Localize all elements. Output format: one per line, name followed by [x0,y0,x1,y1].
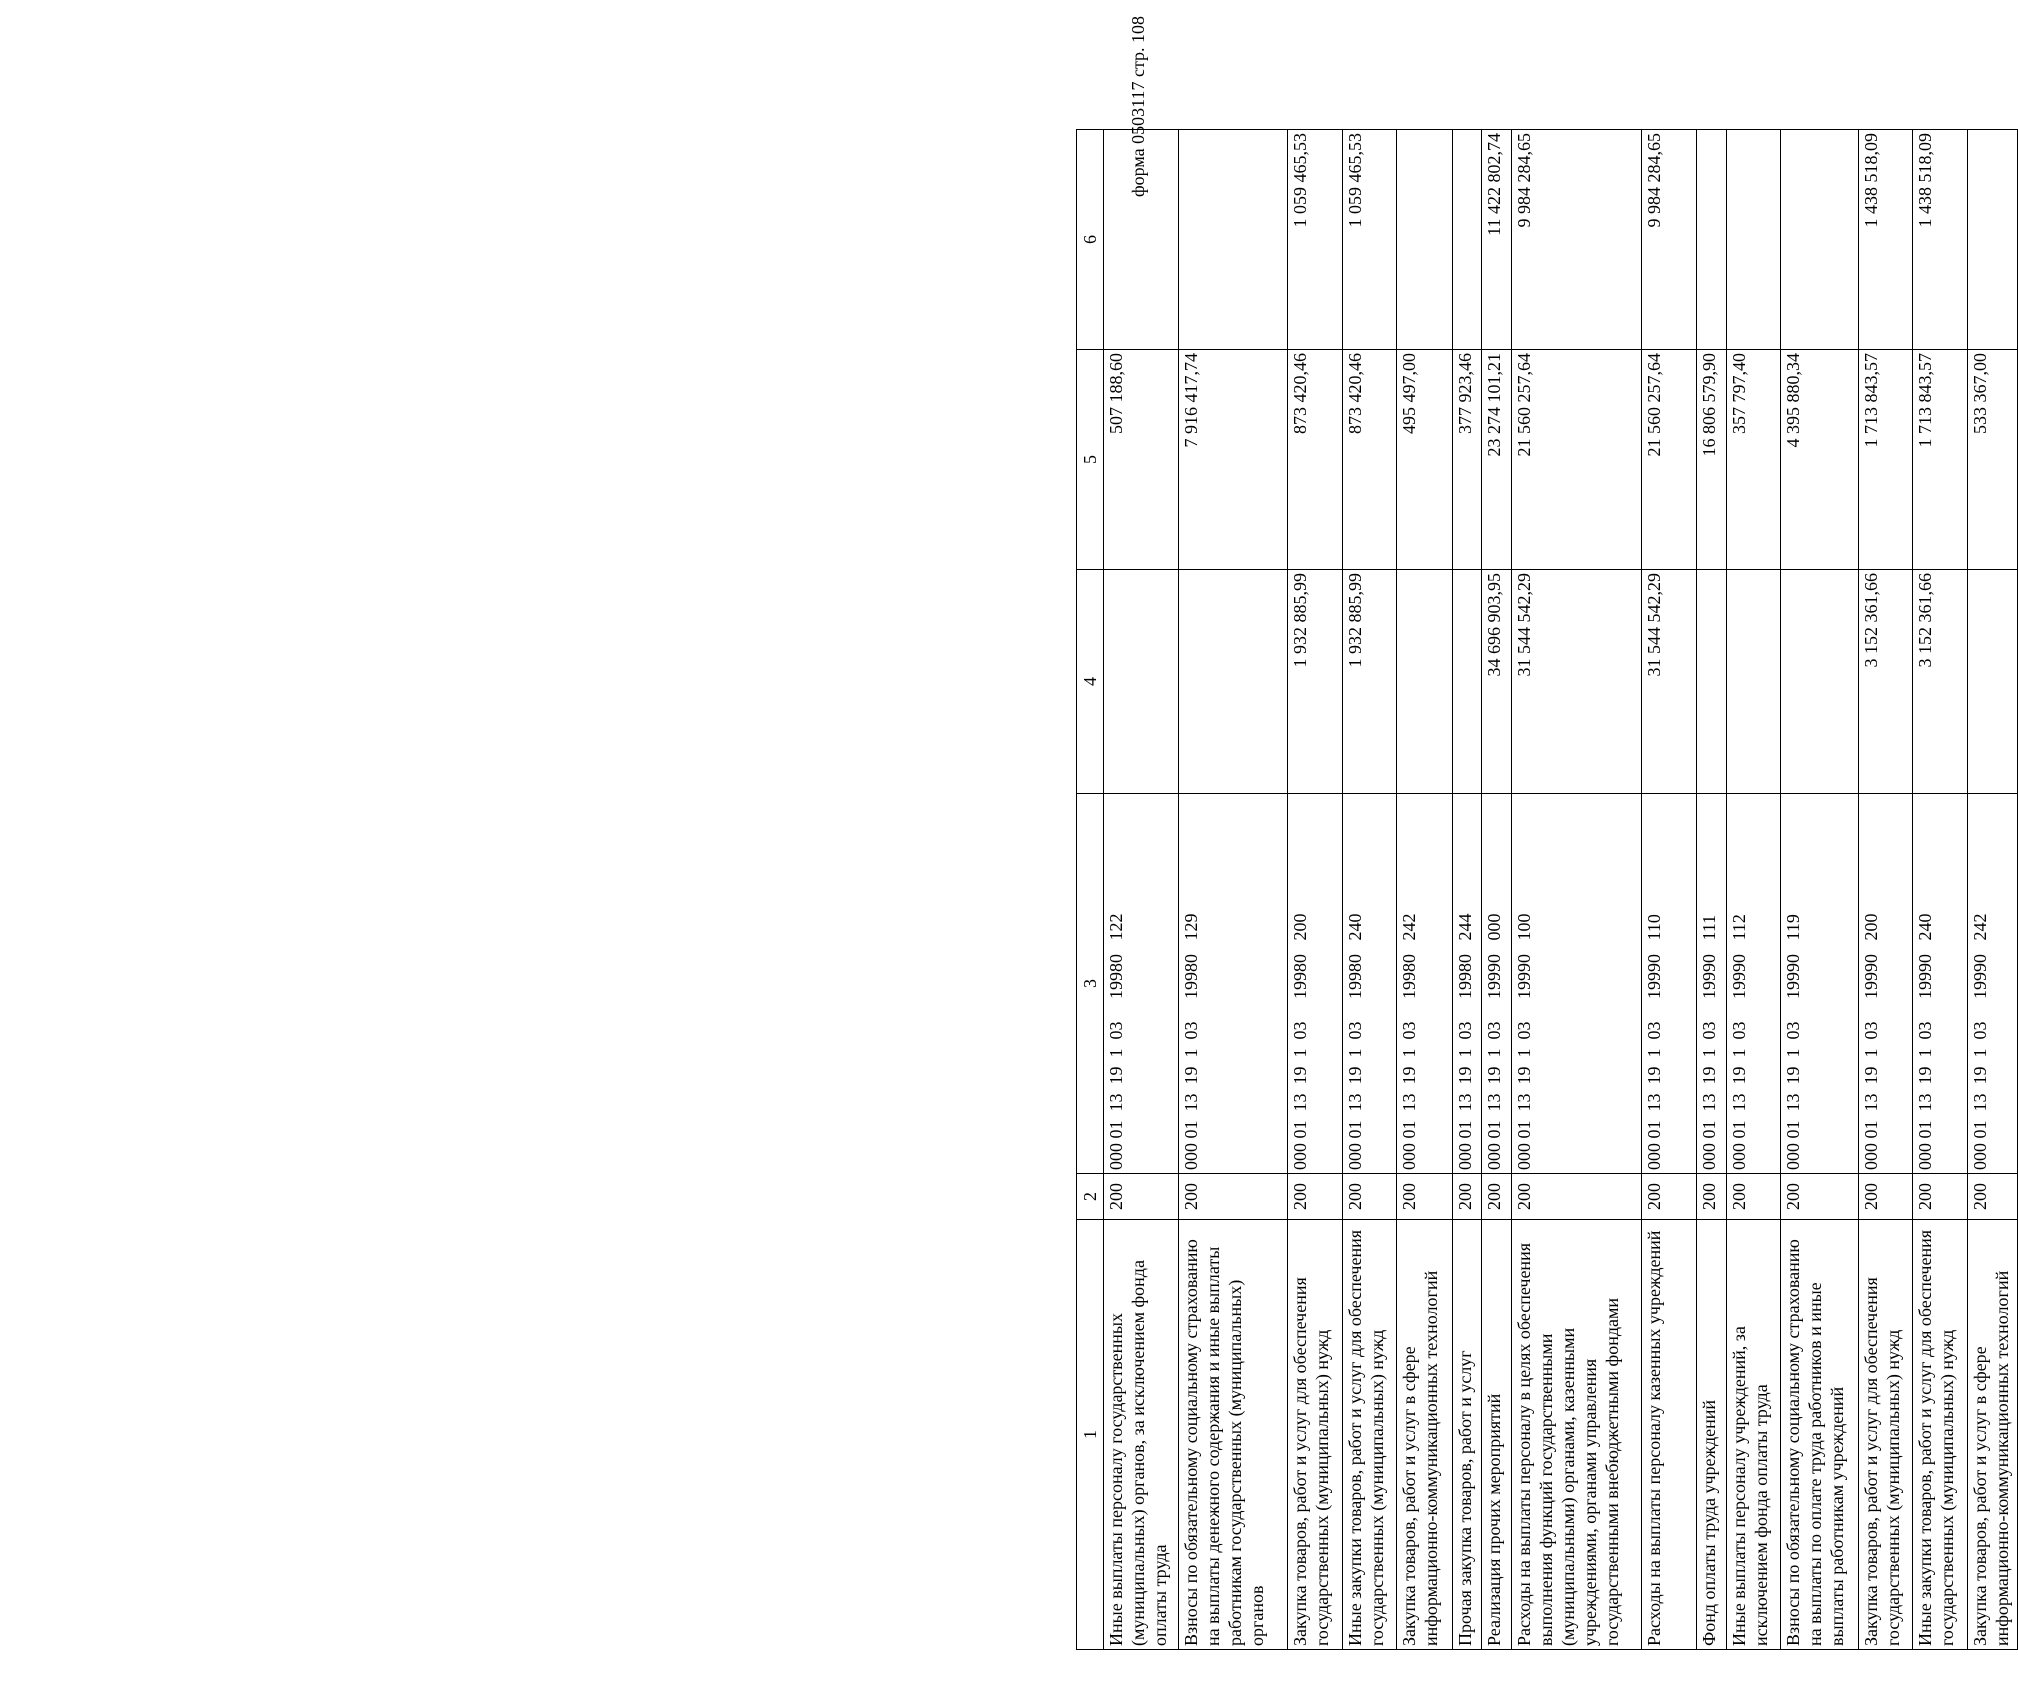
line-code-cell: 200 [1288,1174,1342,1220]
approved-amount-cell: 1 932 885,99 [1342,570,1396,794]
table-row [1858,130,1912,1650]
indicator-name-cell: Закупка товаров, работ и услуг в сфере информационно-коммуникационных технологий [1967,1220,2017,1650]
budget-classification-code-cell: 000 01 13 19 1 03 19980 240 [1342,794,1396,1174]
line-code-cell: 200 [1342,1174,1396,1220]
table-row [1726,130,1780,1650]
executed-amount-cell: 16 806 579,90 [1696,350,1726,570]
unexecuted-amount-cell [1726,130,1780,350]
approved-amount-cell: 1 932 885,99 [1288,570,1342,794]
executed-amount-cell: 533 367,00 [1967,350,2017,570]
table-row [1967,130,2017,1650]
budget-execution-table [1076,129,2018,1650]
column-header: 3 [1077,794,1104,1174]
line-code-cell: 200 [1781,1174,1859,1220]
indicator-name-cell: Прочая закупка товаров, работ и услуг [1452,1220,1482,1650]
executed-amount-cell: 23 274 101,21 [1482,350,1512,570]
indicator-name-cell: Иные выплаты персоналу государственных (муниципальных) органов, за исключением фонда оплаты труда [1103,1220,1179,1650]
budget-classification-code-cell: 000 01 13 19 1 03 19990 200 [1858,794,1912,1174]
unexecuted-amount-cell [1179,130,1288,350]
indicator-name-cell: Расходы на выплаты персоналу в целях обеспечения выполнения функций государственными (муниципальными) органами, казенными учреждениями, органами управления государственными внебюджетными фондами [1512,1220,1642,1650]
budget-classification-code-cell: 000 01 13 19 1 03 19980 242 [1397,794,1452,1174]
indicator-name-cell: Взносы по обязательному социальному страхованию на выплаты денежного содержания и иные выплаты работникам государственных (муниципальных) органов [1179,1220,1288,1650]
executed-amount-cell: 495 497,00 [1397,350,1452,570]
indicator-name-cell: Закупка товаров, работ и услуг в сфере информационно-коммуникационных технологий [1397,1220,1452,1650]
line-code-cell: 200 [1858,1174,1912,1220]
approved-amount-cell [1726,570,1780,794]
unexecuted-amount-cell [1397,130,1452,350]
approved-amount-cell [1179,570,1288,794]
table-row [1512,130,1642,1650]
executed-amount-cell: 4 395 880,34 [1781,350,1859,570]
column-header: 5 [1077,350,1104,570]
line-code-cell: 200 [1482,1174,1512,1220]
unexecuted-amount-cell [1781,130,1859,350]
unexecuted-amount-cell: 1 438 518,09 [1913,130,1967,350]
table-row [1452,130,1482,1650]
approved-amount-cell: 3 152 361,66 [1913,570,1967,794]
executed-amount-cell: 1 713 843,57 [1858,350,1912,570]
table-row [1482,130,1512,1650]
line-code-cell: 200 [1913,1174,1967,1220]
indicator-name-cell: Закупка товаров, работ и услуг для обеспечения государственных (муниципальных) нужд [1858,1220,1912,1650]
executed-amount-cell: 357 797,40 [1726,350,1780,570]
unexecuted-amount-cell [1452,130,1482,350]
budget-classification-code-cell: 000 01 13 19 1 03 19990 000 [1482,794,1512,1174]
approved-amount-cell [1452,570,1482,794]
line-code-cell: 200 [1452,1174,1482,1220]
table-row [1179,130,1288,1650]
table-row [1781,130,1859,1650]
table-body [1077,130,2018,1650]
executed-amount-cell: 7 916 417,74 [1179,350,1288,570]
budget-classification-code-cell: 000 01 13 19 1 03 19990 240 [1913,794,1967,1174]
table-row [1642,130,1696,1650]
executed-amount-cell: 873 420,46 [1288,350,1342,570]
column-number-row [1077,130,1104,1650]
form-page-label: форма 0503117 стр. 108 [1128,15,1148,197]
unexecuted-amount-cell: 9 984 284,65 [1512,130,1642,350]
unexecuted-amount-cell [1103,130,1179,350]
unexecuted-amount-cell: 1 438 518,09 [1858,130,1912,350]
budget-classification-code-cell: 000 01 13 19 1 03 19990 111 [1696,794,1726,1174]
budget-classification-code-cell: 000 01 13 19 1 03 19980 122 [1103,794,1179,1174]
indicator-name-cell: Фонд оплаты труда учреждений [1696,1220,1726,1650]
line-code-cell: 200 [1726,1174,1780,1220]
indicator-name-cell: Иные выплаты персоналу учреждений, за исключением фонда оплаты труда [1726,1220,1780,1650]
column-header: 6 [1077,130,1104,350]
unexecuted-amount-cell: 1 059 465,53 [1342,130,1396,350]
indicator-name-cell: Иные закупки товаров, работ и услуг для обеспечения государственных (муниципальных) нужд [1913,1220,1967,1650]
column-header: 1 [1077,1220,1104,1650]
executed-amount-cell: 1 713 843,57 [1913,350,1967,570]
budget-classification-code-cell: 000 01 13 19 1 03 19990 242 [1967,794,2017,1174]
table-row [1342,130,1396,1650]
line-code-cell: 200 [1512,1174,1642,1220]
budget-classification-code-cell: 000 01 13 19 1 03 19990 112 [1726,794,1780,1174]
budget-classification-code-cell: 000 01 13 19 1 03 19980 244 [1452,794,1482,1174]
line-code-cell: 200 [1696,1174,1726,1220]
table-row [1696,130,1726,1650]
indicator-name-cell: Иные закупки товаров, работ и услуг для обеспечения государственных (муниципальных) нужд [1342,1220,1396,1650]
executed-amount-cell: 377 923,46 [1452,350,1482,570]
table-row [1288,130,1342,1650]
approved-amount-cell [1696,570,1726,794]
budget-classification-code-cell: 000 01 13 19 1 03 19980 200 [1288,794,1342,1174]
budget-classification-code-cell: 000 01 13 19 1 03 19990 100 [1512,794,1642,1174]
unexecuted-amount-cell: 9 984 284,65 [1642,130,1696,350]
executed-amount-cell: 507 188,60 [1103,350,1179,570]
line-code-cell: 200 [1179,1174,1288,1220]
executed-amount-cell: 873 420,46 [1342,350,1396,570]
indicator-name-cell: Взносы по обязательному социальному страхованию на выплаты по оплате труда работников и иные выплаты работникам учреждений [1781,1220,1859,1650]
approved-amount-cell [1397,570,1452,794]
column-header: 4 [1077,570,1104,794]
line-code-cell: 200 [1103,1174,1179,1220]
budget-classification-code-cell: 000 01 13 19 1 03 19990 119 [1781,794,1859,1174]
line-code-cell: 200 [1967,1174,2017,1220]
table-row [1913,130,1967,1650]
approved-amount-cell: 31 544 542,29 [1512,570,1642,794]
approved-amount-cell [1967,570,2017,794]
unexecuted-amount-cell: 1 059 465,53 [1288,130,1342,350]
executed-amount-cell: 21 560 257,64 [1512,350,1642,570]
approved-amount-cell: 34 696 903,95 [1482,570,1512,794]
approved-amount-cell: 3 152 361,66 [1858,570,1912,794]
approved-amount-cell [1781,570,1859,794]
line-code-cell: 200 [1397,1174,1452,1220]
line-code-cell: 200 [1642,1174,1696,1220]
budget-classification-code-cell: 000 01 13 19 1 03 19980 129 [1179,794,1288,1174]
column-header: 2 [1077,1174,1104,1220]
unexecuted-amount-cell: 11 422 802,74 [1482,130,1512,350]
indicator-name-cell: Реализация прочих мероприятий [1482,1220,1512,1650]
unexecuted-amount-cell [1967,130,2017,350]
indicator-name-cell: Расходы на выплаты персоналу казенных учреждений [1642,1220,1696,1650]
table-row [1397,130,1452,1650]
indicator-name-cell: Закупка товаров, работ и услуг для обеспечения государственных (муниципальных) нужд [1288,1220,1342,1650]
executed-amount-cell: 21 560 257,64 [1642,350,1696,570]
budget-classification-code-cell: 000 01 13 19 1 03 19990 110 [1642,794,1696,1174]
unexecuted-amount-cell [1696,130,1726,350]
table-row [1103,130,1179,1650]
approved-amount-cell: 31 544 542,29 [1642,570,1696,794]
approved-amount-cell [1103,570,1179,794]
